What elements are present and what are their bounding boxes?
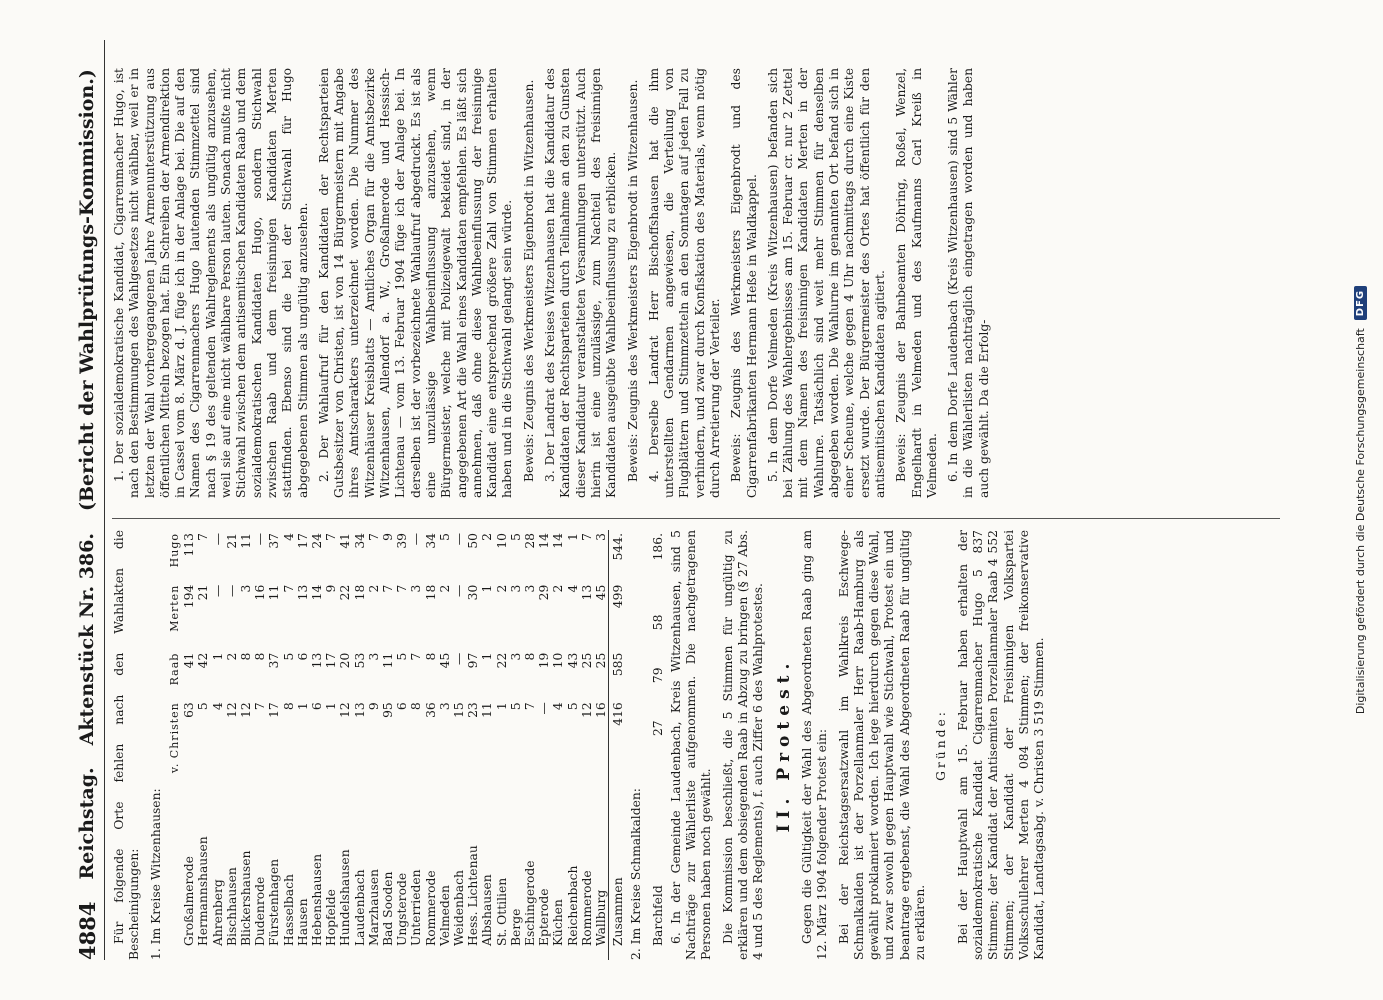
vote-cell: — <box>210 584 225 598</box>
vote-cell: — <box>451 533 466 546</box>
page-number: 4884 <box>74 901 100 960</box>
place-cell: Ungsterode <box>395 872 410 946</box>
vote-cell: 2 <box>480 533 495 541</box>
vote-cell: 3 <box>366 652 381 661</box>
vote-cell: 5 <box>437 533 452 541</box>
vote-cell: 22 <box>494 652 509 669</box>
vote-cell: 194 <box>182 584 197 609</box>
table-row <box>282 530 296 960</box>
vote-cell: 13 <box>352 702 367 718</box>
vote-cell: 7 <box>395 584 410 593</box>
col-header-hugo: Hugo <box>167 533 181 568</box>
vote-cell: 8 <box>423 652 438 661</box>
place-cell: Unterrieden <box>409 869 424 946</box>
vote-cell: 34 <box>352 533 367 549</box>
evidence-4: Beweis: Zeugnis des Werkmeisters Eigenbrodt und des Cigarrenfabrikanten Hermann Heße in Waldkappel. <box>729 68 759 498</box>
vote-cell: 7 <box>196 533 211 541</box>
table-row <box>338 530 352 960</box>
vote-cell: 37 <box>267 652 282 669</box>
vote-cell: 13 <box>309 652 324 669</box>
vote-cell: — <box>210 533 225 546</box>
table-row <box>353 530 367 960</box>
vote-cell: 23 <box>466 702 481 718</box>
vote-cell: 29 <box>537 584 552 601</box>
vote-cell: 7 <box>522 702 537 711</box>
place-cell: Ahrenberg <box>210 879 225 946</box>
vote-cell: 5 <box>565 702 580 711</box>
vote-cell: 24 <box>309 533 324 549</box>
table-row <box>267 530 281 960</box>
vote-cell: 12 <box>579 702 594 718</box>
place-cell: Rommerode <box>579 870 594 946</box>
evidence-5: Beweis: Zeugnis der Bahnbeamten Döhring, Roßel, Wenzel, Engelhardt in Velmeden und des Kaufmanns Carl Kreiß in Velmeden. <box>894 68 939 498</box>
header-subtitle: (Bericht der Wahlprüfungs-Kommission.) <box>76 69 98 512</box>
page-header <box>70 40 105 960</box>
paragraph-2: 2. Der Wahlaufruf für den Kandidaten der Rechtsparteien Gutsbesitzer von Christen, ist von 14 Bürgermeistern mit Angabe ihres Amtscharakters unterzeichnet worden. Die Nummer des Witzenhäuser Kreisblatts — Amtliches Organ für die Amtsbezirke Witzenhausen, Allendorf a. W., Großalmerode und Hessisch-Lichtenau — vom 13. Februar 1904 füge ich der Anlage bei. In derselben ist der vorbezeichnete Wahlaufruf abgedruckt. Es ist als eine unzulässige Wahlbeeinflussung anzusehen, wenn Bürgermeister, welche mit Polizeigewalt bekleidet sind, in der angegebenen Art die Wahl eines Kandidaten empfehlen. Es läßt sich annehmen, daß ohne diese Wahlbeeinflussung der freisinnige Kandidat eine entsprechend größere Zahl von Stimmen erhalten haben und in die Stichwahl gelangt sein würde. <box>316 68 515 498</box>
vote-cell: 45 <box>593 584 608 601</box>
vote-cell: 3 <box>593 533 608 541</box>
left-column <box>112 530 1053 960</box>
place-cell: Barchfeld <box>650 885 665 946</box>
vote-cell: 8 <box>522 652 537 661</box>
vote-table <box>168 530 626 960</box>
vote-cell: 13 <box>579 584 594 601</box>
vote-cell: 28 <box>522 533 537 549</box>
table-row <box>395 530 409 960</box>
vote-cell: 8 <box>409 702 424 711</box>
table-row <box>324 530 338 960</box>
vote-cell: 27 <box>650 720 665 737</box>
table-row <box>438 530 452 960</box>
table-row <box>253 530 267 960</box>
vote-cell: 2 <box>437 584 452 593</box>
paragraph-6: 6. In dem Dorfe Laudenbach (Kreis Witzenhausen) sind 5 Wähler in die Wählerlisten nachträglich eingetragen worden und haben auch gewählt. Da die Erfolg- <box>946 68 991 498</box>
vote-table-header <box>168 530 182 960</box>
place-cell: Velmeden <box>437 885 452 946</box>
gruende-text: Bei der Hauptwahl am 15. Februar haben erhalten der sozialdemokratische Kandidat Cigarrenmacher Hugo 5 837 Stimmen; der Kandidat der Antisemiten Porzellanmaler Raab 4 552 Stimmen; der Kandidat der Freisinnigen Volkspartei Volksschullehrer Merten 4 084 Stimmen; der freikonservative Kandidat, Landtagsabg. v. Christen 3 519 Stimmen. <box>955 530 1047 960</box>
vote-cell: 5 <box>395 652 410 661</box>
place-cell: Bad Sooden <box>380 871 395 946</box>
vote-cell: 21 <box>196 584 211 601</box>
right-column <box>112 68 998 498</box>
sum-label: Zusammen <box>609 798 626 960</box>
vote-cell: 21 <box>224 533 239 549</box>
vote-cell: 30 <box>466 584 481 601</box>
vote-cell: 14 <box>551 533 566 549</box>
vote-cell: 4 <box>210 702 225 711</box>
vote-cell: 186. <box>650 533 665 561</box>
table-row <box>239 530 253 960</box>
vote-cell: 9 <box>324 584 339 593</box>
place-cell: Großalmerode <box>182 856 197 946</box>
protest-text: Bei der Reichstagsersatzwahl im Wahlkreis Eschwege-Schmalkalden ist der Porzellanmaler Herr Raab-Hamburg als gewählt proklamiert worden. Ich lege hierdurch gegen diese Wahl, und zwar sowohl gegen Hauptwahl wie Stichwahl, Protest ein und beantrage ergebenst, die Wahl des Abgeordneten Raab für ungültig zu erklären. <box>836 530 928 960</box>
intro-paragraph: Für folgende Orte fehlen nach den Wahlakten die Bescheinigungen: <box>112 530 142 960</box>
table-row <box>310 530 324 960</box>
vote-cell: 50 <box>466 533 481 549</box>
vote-cell: 7 <box>380 584 395 593</box>
place-cell: Berge <box>508 908 523 946</box>
sum-hugo: 544. <box>609 530 626 582</box>
vote-cell: 25 <box>593 652 608 669</box>
vote-cell: 11 <box>380 652 395 669</box>
col-header-place <box>168 798 182 960</box>
vote-cell: 1 <box>480 652 495 661</box>
column-divider <box>112 518 1280 519</box>
protest-intro: Gegen die Gültigkeit der Wahl des Abgeordneten Raab ging am 12. März 1904 folgender Protest ein: <box>799 530 830 960</box>
place-cell: Hundelshausen <box>338 849 353 946</box>
place-cell: Hasselbach <box>281 874 296 946</box>
footer-text: Digitalisierung gefördert durch die Deutsche Forschungsgemeinschaft <box>1353 328 1367 715</box>
vote-cell: — <box>409 533 424 546</box>
table-row <box>495 530 509 960</box>
vote-cell: 17 <box>295 533 310 549</box>
place-cell: Epterode <box>537 888 552 946</box>
table-row <box>566 530 580 960</box>
place-cell: Fürstenhagen <box>267 858 282 946</box>
vote-cell: 14 <box>537 533 552 549</box>
vote-cell: 4 <box>281 533 296 541</box>
table-row <box>182 530 196 960</box>
vote-cell: 13 <box>295 584 310 601</box>
table-row <box>296 530 310 960</box>
place-cell: St. Ottilien <box>494 877 509 946</box>
vote-cell: 7 <box>281 584 296 593</box>
vote-cell: 58 <box>650 614 665 631</box>
vote-cell: 95 <box>380 702 395 718</box>
vote-cell: 8 <box>238 652 253 661</box>
vote-cell: 18 <box>352 584 367 601</box>
vote-cell: 34 <box>423 533 438 549</box>
vote-table-schmalkalden <box>651 530 665 960</box>
place-cell: Bischhausen <box>224 867 239 946</box>
vote-cell: 10 <box>551 652 566 669</box>
place-cell: Albshausen <box>480 874 495 946</box>
vote-cell: — <box>537 702 552 715</box>
vote-cell: 97 <box>466 652 481 669</box>
vote-cell: 3 <box>522 584 537 593</box>
vote-cell: 3 <box>508 652 523 661</box>
evidence-2: Beweis: Zeugnis des Werkmeisters Eigenbrodt in Witzenhausen. <box>521 79 536 482</box>
district-heading-2: 2. Im Kreise Schmalkalden: <box>629 788 644 960</box>
dfg-logo: DFG <box>1354 286 1367 320</box>
paragraph-4: 4. Derselbe Landrat Herr Bischoffshausen hat die ihm unterstellten Gendarmen angewiesen, die Verteilung von Flugblättern und Stimmzetteln an den Sonntagen auf jeden Fall zu verhindern, und zwar durch Konfiskation des Materials, wenn nötig durch Arretierung der Verteiler. <box>646 68 722 498</box>
vote-cell: 6 <box>395 702 410 711</box>
vote-cell: 14 <box>309 584 324 601</box>
vote-cell: 17 <box>267 702 282 718</box>
vote-cell: 12 <box>224 702 239 718</box>
vote-cell: 20 <box>338 652 353 669</box>
vote-cell: 36 <box>423 702 438 718</box>
vote-cell: 18 <box>423 584 438 601</box>
place-cell: Reichenbach <box>565 865 580 946</box>
paragraph-3: 3. Der Landrat des Kreises Witzenhausen hat die Kandidatur des Kandidaten der Rechtsparteien durch Teilnahme an den zu Gunsten dieser Kandidatur veranstalteten Versammlungen unterstützt. Auch hierin ist eine unzulässige, zum Nachteil des freisinnigen Kandidaten ausgeübte Wahlbeeinflussung zu erblicken. <box>543 68 619 498</box>
vote-cell: 2 <box>366 584 381 593</box>
vote-cell: 2 <box>224 652 239 661</box>
table-row <box>409 530 423 960</box>
vote-cell: 4 <box>551 702 566 711</box>
vote-cell: 8 <box>253 652 268 661</box>
commission-decision: Die Kommission beschließt, die 5 Stimmen für ungültig zu erklären und dem obsiegenden Raab in Abzug zu bringen (§ 27 Abs. 4 und 5 des Reglements), f. auch Ziffer 6 des Wahlprotestes. <box>720 530 766 960</box>
vote-cell: 15 <box>451 702 466 718</box>
table-row <box>509 530 523 960</box>
col-header-christen: v. Christen <box>167 702 181 774</box>
place-cell: Blickershausen <box>238 850 253 946</box>
vote-cell: — <box>451 584 466 598</box>
vote-cell: 16 <box>593 702 608 718</box>
paragraph-1: 1. Der sozialdemokratische Kandidat, Cigarrenmacher Hugo, ist nach den Bestimmungen des Wahlgesetzes nicht wählbar, weil er in letzten der Wahl vorhergegangenen Jahre Armenunterstützung aus öffentlichen Mitteln bezogen hat. Ein Schreiben der Armendirektion in Cassel vom 8. März d. J. füge ich in der Anlage bei. Die auf den Namen des Cigarrenmachers Hugo lautenden Stimmzettel sind nach § 19 des geltenden Wahlreglements als ungültig anzusehen, weil sie auf eine nicht wählbare Person lauten. Sonach mußte nicht Stichwahl zwischen dem antisemitischen Kandidaten Raab und dem sozialdemokratischen Kandidaten Hugo, sondern Stichwahl zwischen Raab und dem freisinnigen Kandidaten Merten stattfinden. Ebenso sind die bei der Stichwahl für Hugo abgegebenen Stimmen als ungültig anzusehen. <box>112 68 310 498</box>
vote-table-body <box>182 530 609 960</box>
vote-cell: 12 <box>338 702 353 718</box>
vote-cell: 2 <box>551 584 566 593</box>
vote-cell: 2 <box>494 584 509 593</box>
vote-cell: 16 <box>253 584 268 601</box>
vote-cell: 11 <box>238 533 253 549</box>
vote-cell: 5 <box>281 652 296 661</box>
vote-cell: 9 <box>380 533 395 541</box>
vote-cell: 3 <box>508 584 523 593</box>
evidence-3: Beweis: Zeugnis des Werkmeisters Eigenbrodt in Witzenhausen. <box>625 79 640 482</box>
vote-cell: — <box>253 533 268 546</box>
place-cell: Hopfelde <box>324 889 339 946</box>
table-row <box>480 530 494 960</box>
vote-cell: 1 <box>210 652 225 661</box>
vote-cell: 1 <box>494 702 509 711</box>
vote-cell: 53 <box>352 652 367 669</box>
vote-cell: 3 <box>437 702 452 711</box>
vote-cell: 7 <box>253 702 268 711</box>
sum-raab: 585 <box>609 650 626 700</box>
vote-cell: 41 <box>338 533 353 549</box>
header-section: Reichstag. <box>76 767 98 880</box>
vote-cell: 39 <box>395 533 410 549</box>
vote-cell: 4 <box>565 584 580 593</box>
vote-cell: 9 <box>366 702 381 711</box>
vote-cell: 1 <box>480 584 495 593</box>
table-row <box>381 530 395 960</box>
vote-cell: 6 <box>309 702 324 711</box>
table-row <box>580 530 594 960</box>
vote-cell: 3 <box>409 584 424 593</box>
vote-cell: 7 <box>409 652 424 661</box>
table-row <box>651 530 665 960</box>
col-header-merten: Merten <box>167 584 181 632</box>
vote-cell: 6 <box>295 652 310 661</box>
sum-christen: 416 <box>609 699 626 797</box>
digitization-footer <box>1350 0 1370 1000</box>
vote-cell: 43 <box>565 652 580 669</box>
vote-cell: 7 <box>324 533 339 541</box>
vote-cell: 5 <box>508 702 523 711</box>
table-row <box>424 530 438 960</box>
table-row <box>466 530 480 960</box>
table-row <box>537 530 551 960</box>
vote-cell: 113 <box>182 533 197 557</box>
paragraph-6-laudenbach: 6. In der Gemeinde Laudenbach, Kreis Witzenhausen, sind 5 Nachträge zur Wählerliste aufgenommen. Die nachgetragenen Personen haben noch gewählt. <box>668 530 714 960</box>
table-row <box>452 530 466 960</box>
table-row <box>211 530 225 960</box>
table-row <box>551 530 565 960</box>
vote-cell: — <box>451 652 466 665</box>
sum-merten: 499 <box>609 582 626 650</box>
vote-cell: 1 <box>565 533 580 541</box>
place-cell: Wallburg <box>593 889 608 946</box>
col-header-raab: Raab <box>167 652 181 686</box>
vote-table-sum-row <box>609 530 626 960</box>
vote-cell: 1 <box>295 702 310 711</box>
vote-cell: 11 <box>480 702 495 718</box>
table-row <box>523 530 537 960</box>
table-row <box>594 530 609 960</box>
vote-cell: 19 <box>537 652 552 669</box>
place-cell: Dudenrode <box>253 876 268 946</box>
vote-cell: 10 <box>494 533 509 549</box>
vote-cell: 63 <box>182 702 197 718</box>
place-cell: Weidenbach <box>451 870 466 946</box>
vote-cell: 5 <box>508 533 523 541</box>
vote-cell: 7 <box>579 533 594 541</box>
place-cell: Laudenbach <box>352 869 367 946</box>
place-cell: Rommerode <box>423 870 438 946</box>
vote-cell: 22 <box>338 584 353 601</box>
gruende-heading: Gründe: <box>934 709 949 781</box>
vote-cell: 37 <box>267 533 282 549</box>
vote-cell: 79 <box>650 667 665 684</box>
vote-cell: 5 <box>196 702 211 711</box>
vote-cell: 41 <box>182 652 197 669</box>
vote-cell: 45 <box>437 652 452 669</box>
vote-cell: 1 <box>324 702 339 711</box>
paragraph-5: 5. In dem Dorfe Velmeden (Kreis Witzenhausen) befanden sich bei Zählung des Wahlergebnisses am 15. Februar cr. nur 2 Zettel mit dem Namen des freisinnigen Kandidaten Merten in der Wahlurne. Tatsächlich sind weit mehr Stimmen für denselben abgegeben worden. Die Wahlurne im genannten Ort befand sich in einer Scheune, welche gegen 4 Uhr nachmittags durch eine Kiste ersetzt wurde. Der Bürgermeister des Ortes hat öffentlich für den antisemitischen Kandidaten agitiert. <box>765 68 887 498</box>
vote-cell: — <box>224 584 239 598</box>
place-cell: Hermannshausen <box>196 836 211 946</box>
vote-cell: 3 <box>238 584 253 593</box>
vote-cell: 11 <box>267 584 282 601</box>
table-row <box>225 530 239 960</box>
place-cell: Eschingerode <box>522 860 537 946</box>
section-title-protest: II. Protest. <box>773 657 794 833</box>
vote-cell: 17 <box>324 652 339 669</box>
district-heading-1: 1. Im Kreise Witzenhausen: <box>148 788 163 960</box>
table-row <box>367 530 381 960</box>
place-cell: Marzhausen <box>366 869 381 946</box>
place-cell: Hess. Lichtenau <box>466 845 481 946</box>
place-cell: Küchen <box>551 899 566 946</box>
table-row <box>196 530 210 960</box>
header-document: Aktenstück Nr. 386. <box>76 533 98 746</box>
vote-cell: 25 <box>579 652 594 669</box>
vote-cell: 7 <box>366 533 381 541</box>
vote-cell: 42 <box>196 652 211 669</box>
place-cell: Hebenshausen <box>309 853 324 946</box>
place-cell: Hausen <box>295 898 310 946</box>
vote-cell: 8 <box>281 702 296 711</box>
vote-cell: 12 <box>238 702 253 718</box>
